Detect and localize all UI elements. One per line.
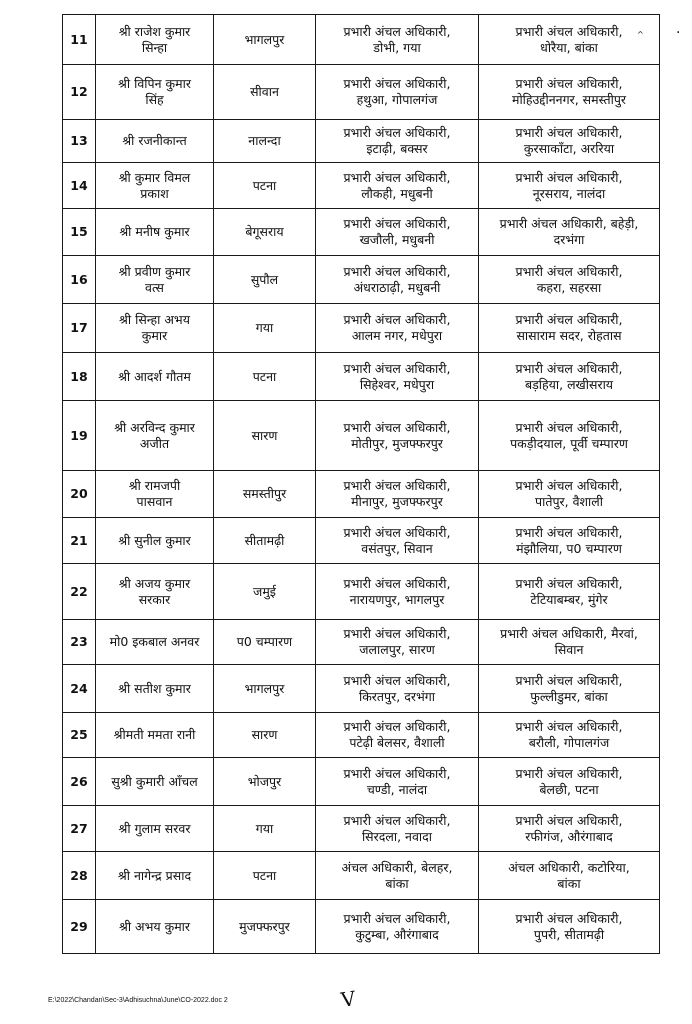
new-posting-cell	[479, 471, 660, 518]
cell-line: प्रभारी अंचल अधिकारी,	[515, 419, 623, 435]
cell-line: सारण	[251, 727, 278, 742]
cell-line: नालन्दा	[248, 133, 281, 148]
officer-name-cell	[96, 900, 214, 954]
cell-line: इटाढ़ी, बक्सर	[366, 141, 428, 156]
serial-cell: 19	[63, 401, 96, 471]
cell-line: वत्स	[145, 279, 164, 295]
cell-line: सिंह	[145, 92, 164, 107]
cell-line: श्री सतीश कुमार	[118, 680, 191, 696]
home-district-cell	[214, 65, 316, 120]
cell-line: समस्तीपुर	[242, 486, 287, 501]
current-posting-cell	[316, 900, 479, 954]
table-row	[63, 353, 660, 401]
cell-line: श्री रजनीकान्त	[122, 133, 187, 148]
serial-cell: 21	[63, 518, 96, 564]
cell-line: बड़हिया, लखीसराय	[524, 376, 614, 392]
officer-name-cell	[96, 15, 214, 65]
current-posting-cell	[316, 665, 479, 713]
home-district-cell	[214, 163, 316, 209]
cell-line: भागलपुर	[244, 680, 285, 696]
cell-line: पकड़ीदयाल, पूर्वी चम्पारण	[510, 435, 628, 451]
cell-line: प्रभारी अंचल अधिकारी,	[515, 263, 623, 279]
cell-line: प्रभारी अंचल अधिकारी,	[515, 125, 623, 140]
home-district-cell	[214, 471, 316, 518]
new-posting-cell	[479, 852, 660, 900]
cell-line: प0 चम्पारण	[236, 634, 293, 649]
cell-line: हथुआ, गोपालगंज	[356, 92, 438, 107]
cell-line: प्रभारी अंचल अधिकारी,	[343, 23, 451, 39]
serial-cell: 16	[63, 256, 96, 304]
cell-line: बांका	[385, 875, 409, 891]
cell-line: धोरैया, बांका	[540, 39, 598, 55]
table-row	[63, 564, 660, 620]
table-row	[63, 620, 660, 665]
serial-cell: 27	[63, 806, 96, 852]
cell-line: प्रभारी अंचल अधिकारी,	[515, 312, 623, 327]
cell-line: कहरा, सहरसा	[536, 279, 602, 295]
officer-name-cell	[96, 564, 214, 620]
serial-cell: 17	[63, 304, 96, 353]
cell-line: प्रकाश	[140, 185, 169, 201]
table-row	[63, 15, 660, 65]
current-posting-cell	[316, 163, 479, 209]
home-district-cell	[214, 665, 316, 713]
transfer-table	[62, 14, 660, 954]
serial-cell: 13	[63, 120, 96, 163]
current-posting-cell	[316, 15, 479, 65]
cell-line: प्रभारी अंचल अधिकारी,	[343, 216, 451, 231]
serial-cell: 18	[63, 353, 96, 401]
cell-line: श्री कुमार विमल	[118, 169, 191, 185]
cell-line: श्री मनीष कुमार	[119, 224, 190, 239]
cell-line: गया	[255, 320, 274, 335]
table-row	[63, 401, 660, 471]
cell-line: प्रभारी अंचल अधिकारी,	[343, 312, 451, 327]
cell-line: श्री राजेश कुमार	[118, 23, 191, 39]
cell-line: श्री अरविन्द कुमार	[114, 419, 195, 435]
cell-line: प्रभारी अंचल अधिकारी,	[343, 360, 451, 376]
new-posting-cell	[479, 163, 660, 209]
current-posting-cell	[316, 758, 479, 806]
cell-line: प्रभारी अंचल अधिकारी, बहेड़ी,	[499, 216, 639, 231]
home-district-cell	[214, 758, 316, 806]
table-body	[63, 15, 660, 954]
footer-signature: V	[339, 986, 358, 1012]
cell-line: प्रभारी अंचल अधिकारी,	[343, 125, 451, 140]
cell-line: कुमार	[141, 328, 168, 343]
cell-line: अंचल अधिकारी, बेलहर,	[341, 859, 453, 875]
cell-line: प्रभारी अंचल अधिकारी,	[343, 419, 451, 435]
table-row	[63, 900, 660, 954]
cell-line: मंझौलिया, प0 चम्पारण	[516, 540, 622, 556]
cell-line: प्रभारी अंचल अधिकारी,	[343, 169, 451, 185]
cell-line: प्रभारी अंचल अधिकारी,	[515, 910, 623, 926]
cell-line: प्रभारी अंचल अधिकारी,	[343, 719, 451, 734]
table-row	[63, 163, 660, 209]
serial-cell: 25	[63, 713, 96, 758]
current-posting-cell	[316, 620, 479, 665]
cell-line: मोतीपुर, मुजफ्फरपुर	[351, 435, 443, 451]
cell-line: वसंतपुर, सिवान	[361, 540, 433, 556]
cell-line: फुल्लीडुमर, बांका	[530, 688, 608, 704]
new-posting-cell	[479, 518, 660, 564]
current-posting-cell	[316, 65, 479, 120]
new-posting-cell	[479, 806, 660, 852]
serial-cell: 29	[63, 900, 96, 954]
serial-cell: 12	[63, 65, 96, 120]
cell-line: जलालपुर, सारण	[359, 642, 435, 657]
serial-cell: 20	[63, 471, 96, 518]
table-row	[63, 758, 660, 806]
current-posting-cell	[316, 713, 479, 758]
cell-line: दरभंगा	[553, 232, 585, 247]
current-posting-cell	[316, 256, 479, 304]
new-posting-cell	[479, 120, 660, 163]
cell-line: पुपरी, सीतामढ़ी	[533, 926, 605, 942]
current-posting-cell	[316, 120, 479, 163]
cell-line: श्री सिन्हा अभय	[119, 312, 190, 327]
cell-line: पटना	[252, 368, 277, 384]
cell-line: अंधराठाढ़ी, मधुबनी	[353, 279, 441, 295]
cell-line: मुजफ्फरपुर	[239, 918, 290, 934]
officer-name-cell	[96, 353, 214, 401]
cell-line: डोभी, गया	[373, 39, 421, 55]
corner-dot: ·	[676, 25, 681, 41]
new-posting-cell	[479, 353, 660, 401]
cell-line: प्रभारी अंचल अधिकारी,	[515, 76, 623, 91]
footer-file-path: E:\2022\Chandan\Sec-3\Adhisuchna\June\CO-2022.doc 2	[48, 997, 228, 1004]
new-posting-cell	[479, 900, 660, 954]
cell-line: बांका	[557, 875, 581, 891]
officer-name-cell	[96, 620, 214, 665]
cell-line: रफीगंज, औरंगाबाद	[525, 828, 613, 844]
table-row	[63, 713, 660, 758]
current-posting-cell	[316, 401, 479, 471]
home-district-cell	[214, 353, 316, 401]
new-posting-cell	[479, 620, 660, 665]
cell-line: मोहिउद्दीननगर, समस्तीपुर	[511, 92, 627, 107]
home-district-cell	[214, 401, 316, 471]
cell-line: चण्डी, नालंदा	[366, 781, 428, 797]
cell-line: प्रभारी अंचल अधिकारी,	[343, 478, 451, 493]
table-row	[63, 256, 660, 304]
current-posting-cell	[316, 471, 479, 518]
cell-line: श्री गुलाम सरवर	[118, 820, 191, 836]
cell-line: आलम नगर, मधेपुरा	[351, 328, 443, 343]
cell-line: प्रभारी अंचल अधिकारी,	[515, 360, 623, 376]
cell-line: प्रभारी अंचल अधिकारी,	[343, 575, 451, 591]
cell-line: प्रभारी अंचल अधिकारी,	[343, 524, 451, 540]
current-posting-cell	[316, 518, 479, 564]
cell-line: बेगूसराय	[245, 224, 284, 239]
cell-line: सीवान	[250, 84, 279, 99]
table-row	[63, 120, 660, 163]
table-row	[63, 304, 660, 353]
cell-line: कुरसाकाँटा, अररिया	[523, 141, 615, 156]
new-posting-cell	[479, 15, 660, 65]
cell-line: प्रभारी अंचल अधिकारी,	[343, 263, 451, 279]
serial-cell: 26	[63, 758, 96, 806]
cell-line: अंचल अधिकारी, कटोरिया,	[508, 859, 630, 875]
cell-line: श्री अजय कुमार	[118, 575, 191, 591]
cell-line: प्रभारी अंचल अधिकारी,	[515, 478, 623, 493]
current-posting-cell	[316, 353, 479, 401]
cell-line: सारण	[251, 427, 278, 443]
current-posting-cell	[316, 564, 479, 620]
table-row	[63, 806, 660, 852]
cell-line: अजीत	[139, 435, 170, 451]
officer-name-cell	[96, 806, 214, 852]
cell-line: श्री रामजपी	[128, 478, 181, 493]
cell-line: पासवान	[136, 494, 173, 509]
table-row	[63, 65, 660, 120]
cell-line: पटना	[252, 867, 277, 883]
serial-cell: 14	[63, 163, 96, 209]
cell-line: सिन्हा	[141, 39, 168, 55]
cell-line: पातेपुर, वैशाली	[534, 494, 604, 509]
officer-name-cell	[96, 304, 214, 353]
table-row	[63, 209, 660, 256]
cell-line: श्री अभय कुमार	[118, 918, 191, 934]
current-posting-cell	[316, 852, 479, 900]
serial-cell: 15	[63, 209, 96, 256]
new-posting-cell	[479, 401, 660, 471]
home-district-cell	[214, 209, 316, 256]
cell-line: भागलपुर	[244, 31, 285, 47]
table-row	[63, 665, 660, 713]
officer-name-cell	[96, 120, 214, 163]
new-posting-cell	[479, 665, 660, 713]
officer-name-cell	[96, 665, 214, 713]
cell-line: सिरदला, नवादा	[361, 828, 433, 844]
serial-cell: 28	[63, 852, 96, 900]
current-posting-cell	[316, 209, 479, 256]
new-posting-cell	[479, 65, 660, 120]
officer-name-cell	[96, 758, 214, 806]
current-posting-cell	[316, 806, 479, 852]
cell-line: प्रभारी अंचल अधिकारी,	[515, 719, 623, 734]
new-posting-cell	[479, 209, 660, 256]
home-district-cell	[214, 304, 316, 353]
cell-line: प्रभारी अंचल अधिकारी,	[343, 812, 451, 828]
cell-line: सिहेश्वर, मधेपुरा	[359, 376, 435, 392]
stray-mark: ^	[637, 30, 644, 39]
home-district-cell	[214, 713, 316, 758]
table-row	[63, 518, 660, 564]
cell-line: सरकार	[138, 591, 171, 607]
cell-line: खजौली, मधुबनी	[359, 232, 435, 247]
cell-line: बरौली, गोपालगंज	[528, 735, 610, 750]
home-district-cell	[214, 15, 316, 65]
home-district-cell	[214, 806, 316, 852]
home-district-cell	[214, 256, 316, 304]
officer-name-cell	[96, 65, 214, 120]
cell-line: प्रभारी अंचल अधिकारी,	[343, 910, 451, 926]
cell-line: श्रीमती ममता रानी	[113, 727, 196, 742]
home-district-cell	[214, 120, 316, 163]
cell-line: भोजपुर	[247, 773, 282, 789]
cell-line: प्रभारी अंचल अधिकारी, मैरवां,	[500, 626, 638, 641]
officer-name-cell	[96, 256, 214, 304]
cell-line: सुश्री कुमारी आँचल	[111, 773, 198, 789]
serial-cell: 22	[63, 564, 96, 620]
cell-line: पटना	[252, 177, 277, 193]
cell-line: प्रभारी अंचल अधिकारी,	[515, 672, 623, 688]
officer-name-cell	[96, 713, 214, 758]
serial-cell: 11	[63, 15, 96, 65]
new-posting-cell	[479, 304, 660, 353]
cell-line: श्री प्रवीण कुमार	[118, 263, 191, 279]
home-district-cell	[214, 564, 316, 620]
cell-line: श्री आदर्श गौतम	[118, 368, 191, 384]
serial-cell: 24	[63, 665, 96, 713]
new-posting-cell	[479, 564, 660, 620]
cell-line: नूरसराय, नालंदा	[532, 185, 606, 201]
cell-line: मो0 इकबाल अनवर	[109, 634, 200, 649]
cell-line: श्री विपिन कुमार	[118, 76, 191, 91]
table-row	[63, 852, 660, 900]
cell-line: प्रभारी अंचल अधिकारी,	[515, 23, 623, 39]
cell-line: प्रभारी अंचल अधिकारी,	[515, 575, 623, 591]
new-posting-cell	[479, 758, 660, 806]
cell-line: सिवान	[554, 642, 584, 657]
cell-line: प्रभारी अंचल अधिकारी,	[515, 524, 623, 540]
cell-line: प्रभारी अंचल अधिकारी,	[343, 626, 451, 641]
cell-line: सुपौल	[250, 271, 279, 287]
cell-line: पटेढ़ी बेलसर, वैशाली	[349, 735, 445, 750]
cell-line: जमुई	[253, 583, 276, 599]
home-district-cell	[214, 900, 316, 954]
current-posting-cell	[316, 304, 479, 353]
cell-line: सीतामढ़ी	[244, 532, 285, 548]
cell-line: प्रभारी अंचल अधिकारी,	[343, 765, 451, 781]
cell-line: किरतपुर, दरभंगा	[358, 688, 436, 704]
new-posting-cell	[479, 713, 660, 758]
cell-line: गया	[255, 820, 274, 836]
cell-line: बेलछी, पटना	[539, 781, 599, 797]
cell-line: प्रभारी अंचल अधिकारी,	[515, 765, 623, 781]
cell-line: नारायणपुर, भागलपुर	[349, 591, 445, 607]
cell-line: प्रभारी अंचल अधिकारी,	[343, 76, 451, 91]
cell-line: कुटुम्बा, औरंगाबाद	[355, 926, 439, 942]
cell-line: श्री सुनील कुमार	[118, 532, 191, 548]
cell-line: श्री नागेन्द्र प्रसाद	[117, 867, 192, 883]
cell-line: प्रभारी अंचल अधिकारी,	[515, 812, 623, 828]
officer-name-cell	[96, 852, 214, 900]
officer-name-cell	[96, 401, 214, 471]
new-posting-cell	[479, 256, 660, 304]
serial-cell: 23	[63, 620, 96, 665]
cell-line: टेटियाबम्बर, मुंगेर	[530, 591, 608, 607]
home-district-cell	[214, 518, 316, 564]
cell-line: प्रभारी अंचल अधिकारी,	[515, 169, 623, 185]
officer-name-cell	[96, 471, 214, 518]
cell-line: मीनापुर, मुजफ्फरपुर	[351, 494, 443, 509]
cell-line: प्रभारी अंचल अधिकारी,	[343, 672, 451, 688]
officer-name-cell	[96, 518, 214, 564]
officer-name-cell	[96, 163, 214, 209]
table-row	[63, 471, 660, 518]
officer-name-cell	[96, 209, 214, 256]
home-district-cell	[214, 852, 316, 900]
cell-line: लौकही, मधुबनी	[361, 185, 433, 201]
home-district-cell	[214, 620, 316, 665]
cell-line: सासाराम सदर, रोहतास	[516, 328, 622, 343]
